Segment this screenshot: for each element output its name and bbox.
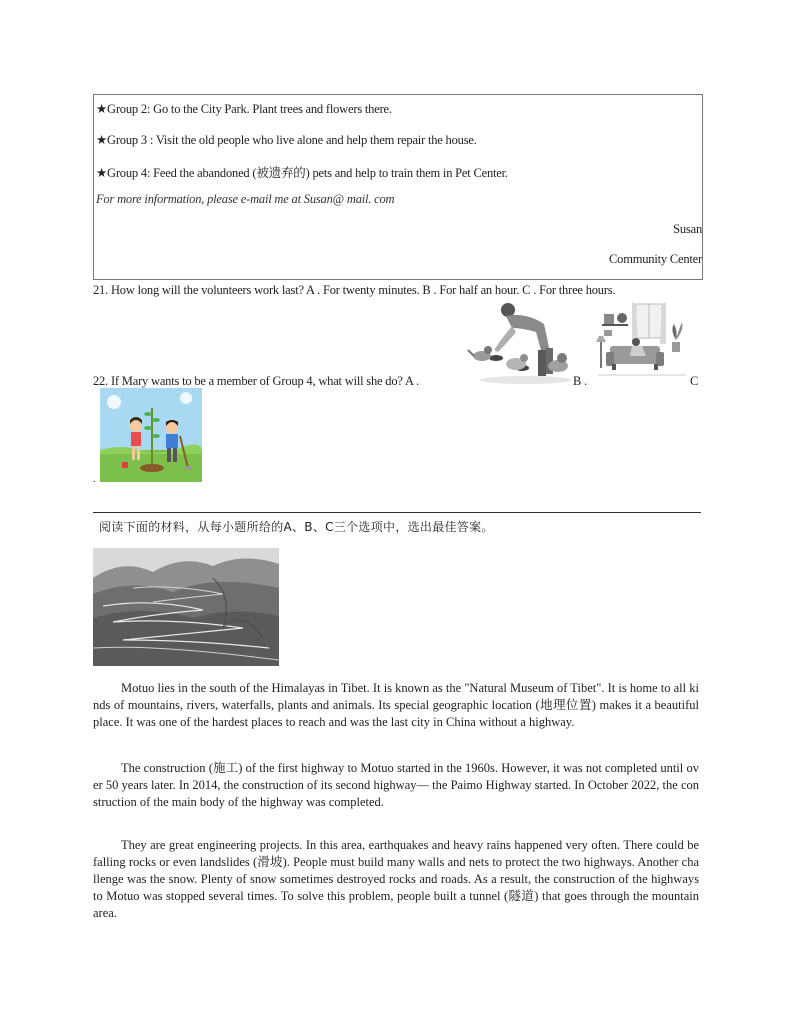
option-a-image xyxy=(100,388,202,482)
paragraph-2-text: The construction (施工) of the first highway to Motuo started in the 1960s. However, it was not completed until over 50 years later. In 2014, the construction of its second highway— the Paimo Highway started. In October 2022, the construction of the main body of the highway was completed. xyxy=(93,761,699,809)
group2-line: ★Group 2: Go to the City Park. Plant trees and flowers there. xyxy=(96,102,392,116)
signature-name: Susan xyxy=(673,222,702,236)
question-21: 21. How long will the volunteers work last? A . For twenty minutes. B . For half an hour. C . For three hours. xyxy=(93,283,616,297)
section-instruction: 阅读下面的材料，从每小题所给的A、B、C三个选项中，选出最佳答案。 xyxy=(99,520,494,534)
passage-paragraph-2 xyxy=(93,760,699,811)
passage-paragraph-1 xyxy=(93,680,699,731)
question-22: 22. If Mary wants to be a member of Group 4, what will she do? A . xyxy=(93,374,419,388)
paragraph-1-text: Motuo lies in the south of the Himalayas in Tibet. It is known as the "Natural Museum of Tibet". It is home to all kinds of mountains, rivers, waterfalls, plants and animals. Its special geographic location (地理位置) makes it a beautiful place. It was one of the hardest places to reach and was the last city in China without a highway. xyxy=(93,681,699,729)
signature-org: Community Center xyxy=(609,252,702,266)
section-divider xyxy=(93,512,701,513)
notice-box xyxy=(93,94,703,280)
mountain-highway-photo xyxy=(93,548,279,666)
option-c-image xyxy=(596,300,688,380)
option-c-label: C xyxy=(690,374,699,388)
option-b-label: B . xyxy=(573,374,587,388)
paragraph-3-text: They are great engineering projects. In this area, earthquakes and heavy rains happened very often. There could be falling rocks or even landslides (滑坡). People must build many walls and nets to protect the two highways. Another challenge was the snow. Plenty of snow sometimes destroyed rocks and roads. As a result, the construction of the highways to Motuo was stopped several times. To solve this problem, people built a tunnel (隧道) that goes through the mountain area. xyxy=(93,838,699,920)
passage-paragraph-3 xyxy=(93,837,699,922)
contact-line: For more information, please e-mail me at Susan@ mail. com xyxy=(96,192,395,206)
option-b-image xyxy=(466,298,574,384)
group4-line: ★Group 4: Feed the abandoned (被遗弃的) pets and help to train them in Pet Center. xyxy=(96,166,508,180)
group3-line: ★Group 3 : Visit the old people who live alone and help them repair the house. xyxy=(96,133,477,147)
q22-trailing-dot: . xyxy=(93,474,96,485)
